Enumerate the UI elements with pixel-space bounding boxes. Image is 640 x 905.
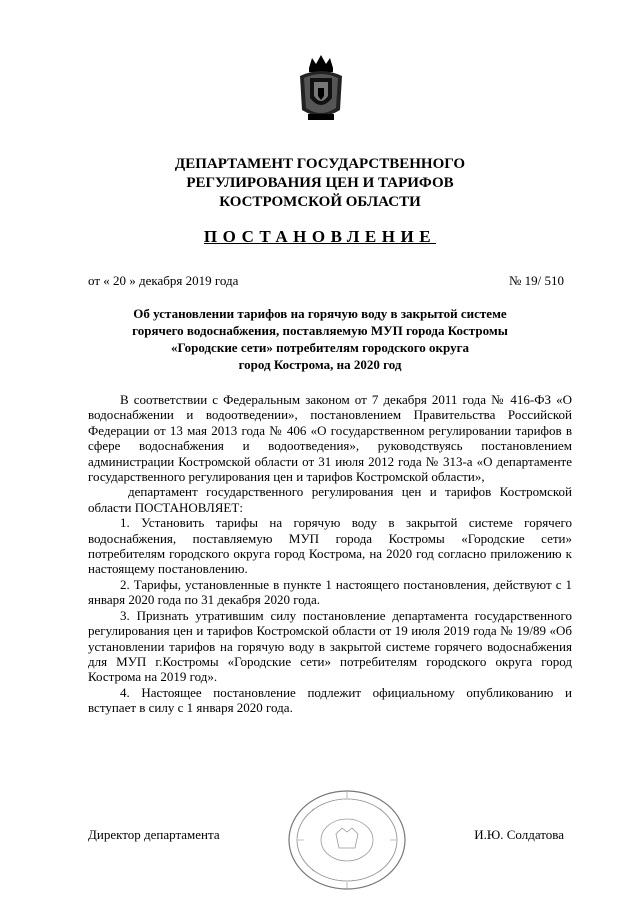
- preamble-paragraph: В соответствии с Федеральным законом от 7 декабря 2011 года № 416-ФЗ «О водоснабжении и водоотведении», постановлением Правительства Российской Федерации от 13 мая 2013 года № 406 «О государственном регулировании тарифов в сфере водоснабжения и водоотведения», руководствуясь постановлением администрации Костромской области от 31 июля 2012 года № 313-а «О департаменте государственного регулирования цен и тарифов Костромской области»,: [88, 392, 572, 485]
- signatory-name: И.Ю. Солдатова: [474, 827, 564, 842]
- department-name: [0, 155, 640, 212]
- subject-line: город Кострома, на 2020 год: [238, 357, 402, 372]
- item-1-paragraph: 1. Установить тарифы на горячую воду в закрытой системе горячего водоснабжения, поставляемую МУП города Костромы «Городские сети» потребителям городского округа город Кострома, на 2020 год согласно приложению к настоящему постановлению.: [88, 515, 572, 577]
- department-line: КОСТРОМСКОЙ ОБЛАСТИ: [219, 194, 421, 210]
- department-line: ДЕПАРТАМЕНТ ГОСУДАРСТВЕННОГО: [174, 156, 466, 172]
- item-2-paragraph: 2. Тарифы, установленные в пункте 1 настоящего постановления, действуют с 1 января 2020 года по 31 декабря 2020 года.: [88, 576, 572, 608]
- resolve-paragraph: департамент государственного регулирования цен и тарифов Костромской области ПОСТАНОВЛЯЕТ:: [88, 484, 572, 515]
- document-subject: [90, 305, 550, 373]
- item-3-paragraph: 3. Признать утратившим силу постановление департамента государственного регулирования цен и тарифов Костромской области от 19 июля 2019 года № 19/89 «Об установлении тарифов на горячую воду в закрытой системе горячего водоснабжения для МУП г.Костромы «Городские сети» потребителям городского округа город Кострома на 2019 год».: [88, 607, 572, 685]
- official-seal-icon: [284, 788, 410, 892]
- coat-of-arms-icon: [296, 52, 346, 124]
- document-type-title: ПОСТАНОВЛЕНИЕ: [203, 227, 437, 246]
- document-date: от « 20 » декабря 2019 года: [88, 273, 239, 288]
- subject-line: «Городские сети» потребителям городского округа: [171, 340, 469, 355]
- subject-line: Об установлении тарифов на горячую воду в закрытой системе: [133, 306, 507, 321]
- subject-line: горячего водоснабжения, поставляемую МУП города Костромы: [132, 323, 508, 338]
- item-4-paragraph: 4. Настоящее постановление подлежит официальному опубликованию и вступает в силу с 1 января 2020 года.: [88, 684, 572, 716]
- department-line: РЕГУЛИРОВАНИЯ ЦЕН И ТАРИФОВ: [186, 175, 454, 191]
- document-body: [88, 392, 572, 716]
- document-number: № 19/ 510: [508, 273, 564, 288]
- signatory-role: Директор департамента: [88, 827, 220, 842]
